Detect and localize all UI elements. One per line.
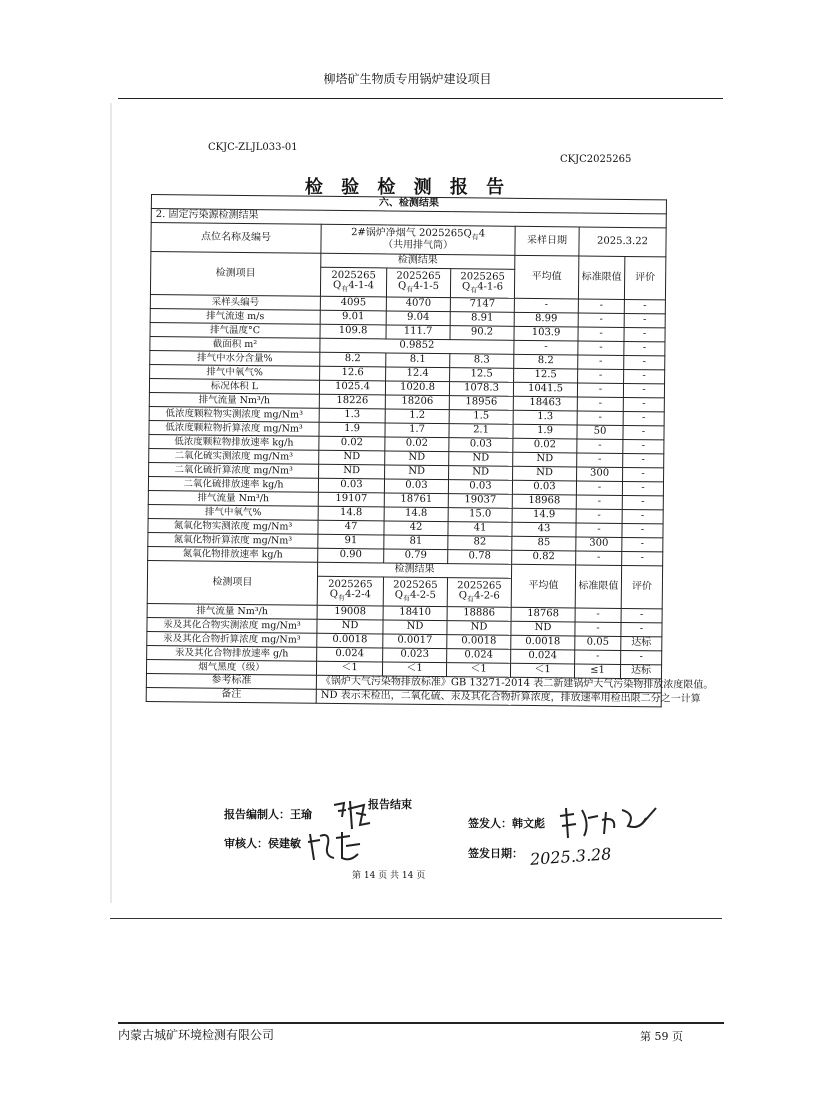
sample-id — [320, 267, 386, 297]
param-name: 汞及其化合物实测浓度 mg/Nm³ — [147, 617, 317, 633]
report-number: CKJC2025265 — [560, 154, 632, 165]
param-name: 排气中氧气% — [150, 364, 320, 380]
sample-id-prefix: 2025265 — [460, 270, 505, 283]
evaluation-value: - — [622, 551, 663, 565]
average-value: 8.2 — [514, 354, 578, 369]
limit-label: 标准限值 — [578, 256, 624, 299]
result-value: 12.4 — [386, 367, 450, 382]
sample-id-tail: 4-1-5 — [413, 280, 440, 293]
sample-id-tail: 4-1-4 — [348, 280, 375, 292]
result-value: 9.04 — [386, 311, 450, 326]
result-value: ND — [319, 450, 385, 465]
result-value: ND — [449, 452, 513, 467]
evaluation-value: - — [622, 537, 663, 551]
reviewer-signature — [306, 828, 366, 868]
result-value: 1025.4 — [319, 380, 385, 395]
evaluation-value: - — [622, 481, 663, 495]
sample-id — [383, 577, 447, 607]
average-value: ND — [511, 621, 575, 636]
result-value: 82 — [448, 536, 512, 551]
sample-id — [447, 578, 511, 608]
result-value: 1.3 — [319, 408, 385, 423]
merged-value: 0.9852 — [320, 338, 514, 354]
result-value: 42 — [384, 521, 448, 536]
issue-date-handwritten: 2025.3.28 — [529, 844, 613, 869]
result-value: 0.023 — [383, 648, 447, 663]
param-name: 氮氧化物实测浓度 mg/Nm³ — [148, 518, 318, 534]
sample-id-sub: 有 — [341, 285, 349, 294]
reviewer-label: 审核人：侯建敏 — [224, 837, 301, 850]
reference-label: 参考标准 — [146, 673, 316, 689]
limit-value: - — [576, 523, 622, 537]
result-value: ND — [317, 619, 383, 634]
footer-company: 内蒙古城矿环境检测有限公司 — [118, 1028, 275, 1042]
result-value: 18410 — [383, 606, 447, 621]
result-value: ND — [449, 466, 513, 481]
result-value: 81 — [384, 535, 448, 550]
evaluation-value: - — [622, 495, 663, 509]
sample-id-q: Q — [394, 589, 404, 601]
evaluation-value: - — [621, 650, 662, 664]
result-value: 7147 — [450, 298, 514, 313]
average-value: 18968 — [512, 494, 576, 509]
param-name: 排气温度°C — [150, 322, 320, 338]
result-value: 18956 — [449, 396, 513, 411]
average-value: 1041.5 — [513, 382, 577, 397]
param-name: 排气中水分含量% — [150, 350, 320, 366]
param-name: 排气流量 Nm³/h — [148, 490, 318, 506]
reference-value: 《锅炉大气污染物排放标准》GB 13271-2014 表二新建锅炉大气污染物排放浓度限值。 — [316, 675, 661, 693]
limit-value: - — [578, 327, 624, 341]
issue-date-label: 签发日期： — [468, 847, 523, 860]
param-name: 截面积 m² — [150, 336, 320, 352]
page-header: 柳塔矿生物质专用锅炉建设项目 — [323, 72, 492, 86]
limit-value: - — [577, 411, 623, 425]
result-value: 19008 — [317, 605, 383, 620]
param-name: 低浓度颗粒物实测浓度 mg/Nm³ — [149, 406, 319, 422]
result-value: 12.5 — [450, 368, 514, 383]
results-label: 检测结果 — [318, 562, 512, 578]
result-value: 1.2 — [385, 409, 449, 424]
point-name-suffix: 4 — [478, 228, 486, 240]
result-value: 12.6 — [320, 366, 386, 381]
result-value: 47 — [318, 520, 384, 535]
result-value: 1020.8 — [385, 381, 449, 396]
evaluation-value: - — [624, 341, 665, 355]
point-name-line1: 2#锅炉净烟气 2025265Q — [351, 226, 472, 239]
test-item-label: 检测项目 — [150, 252, 320, 297]
result-value: 19107 — [318, 492, 384, 507]
test-item-label: 检测项目 — [147, 560, 317, 605]
sample-date-value: 2025.3.22 — [579, 227, 666, 257]
evaluation-value: - — [624, 327, 665, 341]
average-value: 18768 — [511, 607, 575, 622]
average-value: ND — [513, 466, 577, 481]
sample-id-prefix: 2025265 — [457, 579, 502, 592]
report-title: 检 验 检 测 报 告 — [304, 177, 511, 198]
point-name-label: 点位名称及编号 — [151, 223, 321, 254]
point-name-line2: （共用排气筒） — [382, 239, 454, 252]
report-end: 报告结束 — [368, 798, 412, 811]
result-value: ＜1 — [446, 663, 510, 678]
sample-id-prefix: 2025265 — [328, 578, 373, 590]
issuer-label: 签发人：韩文彪 — [468, 817, 545, 830]
average-label: 平均值 — [514, 255, 578, 299]
evaluation-value: - — [622, 523, 663, 537]
result-value: 0.03 — [318, 478, 384, 493]
result-value: 1.7 — [385, 423, 449, 438]
result-value: 111.7 — [386, 325, 450, 340]
limit-value: 50 — [577, 425, 623, 439]
evaluation-value: - — [624, 299, 665, 313]
result-value: 18206 — [385, 395, 449, 410]
result-value: 14.8 — [384, 507, 448, 522]
limit-value: - — [577, 453, 623, 467]
average-value: 14.9 — [512, 508, 576, 523]
average-value: 103.9 — [514, 326, 578, 341]
param-name: 低浓度颗粒物排放速率 kg/h — [149, 434, 319, 450]
result-value: 0.02 — [385, 437, 449, 452]
limit-value: - — [576, 495, 622, 509]
result-value: 109.8 — [320, 324, 386, 339]
limit-value: - — [577, 383, 623, 397]
limit-value: - — [578, 299, 624, 313]
sample-id-sub: 有 — [402, 594, 410, 603]
result-value: 0.03 — [448, 480, 512, 495]
param-name: 二氧化硫折算浓度 mg/Nm³ — [149, 462, 319, 478]
result-value: 0.024 — [317, 647, 383, 662]
limit-value: - — [577, 439, 623, 453]
limit-value: - — [576, 481, 622, 495]
evaluation-value: 达标 — [621, 636, 662, 650]
header-rule — [118, 98, 723, 99]
result-value: 8.2 — [320, 352, 386, 367]
result-value: ＜1 — [382, 662, 446, 677]
issuer-signature — [556, 804, 666, 844]
sample-id-q: Q — [461, 281, 471, 293]
sample-id-q: Q — [332, 279, 342, 292]
result-value: 0.0017 — [383, 634, 447, 649]
average-value: ND — [513, 452, 577, 467]
page-count: 第 14 页 共 14 页 — [352, 871, 426, 881]
sample-id-sub: 有 — [337, 594, 345, 603]
average-value: ＜1 — [510, 663, 574, 678]
average-value: 18463 — [513, 396, 577, 411]
result-value: 8.91 — [450, 312, 514, 327]
limit-value: ≤1 — [574, 664, 620, 678]
average-value: 85 — [512, 536, 576, 551]
evaluation-value: - — [621, 622, 662, 636]
result-value: 18226 — [319, 394, 385, 409]
result-value: ND — [447, 621, 511, 636]
result-value: 0.0018 — [317, 633, 383, 648]
limit-value: - — [575, 622, 621, 636]
limit-value: - — [575, 650, 621, 664]
result-value: 0.02 — [319, 436, 385, 451]
limit-value: - — [577, 397, 623, 411]
param-name: 二氧化硫实测浓度 mg/Nm³ — [149, 448, 319, 464]
result-value: 15.0 — [448, 508, 512, 523]
point-name-sub: 有 — [471, 232, 479, 242]
evaluation-value: - — [624, 369, 665, 383]
limit-value: - — [578, 369, 624, 383]
param-name: 标况体积 L — [149, 378, 319, 394]
result-value: 0.90 — [318, 548, 384, 563]
evaluation-value: - — [624, 355, 665, 369]
remarks-value: ND 表示未检出，二氧化硫、汞及其化合物折算浓度，排放速率用检出限二分之一计算 — [316, 689, 661, 707]
evaluation-value: - — [623, 453, 664, 467]
result-value: 4095 — [320, 296, 386, 311]
limit-value: - — [576, 551, 622, 565]
evaluation-value: - — [623, 467, 664, 481]
average-value: 0.0018 — [511, 635, 575, 650]
footer-page-number: 第 59 页 — [640, 1030, 683, 1043]
limit-value: 0.05 — [575, 636, 621, 650]
result-value: ND — [319, 464, 385, 479]
evaluation-value: - — [621, 608, 662, 622]
sample-id-prefix: 2025265 — [396, 270, 441, 282]
param-name: 排气流速 m/s — [150, 308, 320, 324]
result-value: 0.79 — [384, 549, 448, 564]
result-value: 0.0018 — [447, 635, 511, 650]
result-value: 0.03 — [449, 438, 513, 453]
average-value: 0.024 — [511, 649, 575, 664]
average-value: - — [514, 340, 578, 355]
result-value: 18761 — [384, 493, 448, 508]
sample-id-prefix: 2025265 — [393, 579, 438, 591]
param-name: 氮氧化物排放速率 kg/h — [148, 546, 318, 562]
footer-rule — [118, 1022, 724, 1024]
evaluation-value: - — [623, 383, 664, 397]
sample-id-sub: 有 — [406, 285, 414, 294]
sample-id-q: Q — [397, 280, 407, 292]
result-value: 0.03 — [384, 479, 448, 494]
limit-value: - — [576, 509, 622, 523]
average-value: 12.5 — [514, 368, 578, 383]
average-value: 8.99 — [514, 312, 578, 327]
param-name: 烟气黑度（级） — [146, 659, 316, 675]
average-value: 1.9 — [513, 424, 577, 439]
param-name: 二氧化硫排放速率 kg/h — [148, 476, 318, 492]
average-value: 0.03 — [512, 480, 576, 495]
evaluation-value: - — [624, 313, 665, 327]
result-value: 8.1 — [386, 353, 450, 368]
editor-label: 报告编制人：王瑜 — [224, 808, 312, 821]
result-value: 91 — [318, 534, 384, 549]
results-table — [146, 194, 714, 707]
limit-value: 300 — [576, 537, 622, 551]
evaluation-value: - — [623, 439, 664, 453]
result-value: ND — [385, 465, 449, 480]
average-label: 平均值 — [511, 564, 575, 608]
sample-date-label: 采样日期 — [515, 226, 579, 256]
sample-id-tail: 4-2-5 — [409, 589, 436, 602]
param-name: 排气流量 Nm³/h — [149, 392, 319, 408]
param-name: 氮氧化物折算浓度 mg/Nm³ — [148, 532, 318, 548]
limit-value: - — [575, 608, 621, 622]
result-value: 18886 — [447, 607, 511, 622]
result-value: 41 — [448, 522, 512, 537]
average-value: 43 — [512, 522, 576, 537]
sample-id-tail: 4-2-4 — [344, 589, 371, 601]
result-value: ＜1 — [316, 661, 382, 676]
evaluation-value: - — [623, 411, 664, 425]
sample-id-sub: 有 — [470, 286, 478, 295]
results-label: 检测结果 — [321, 253, 515, 269]
result-value: 0.78 — [448, 550, 512, 565]
evaluation-value: - — [623, 425, 664, 439]
sample-id-tail: 4-1-6 — [477, 281, 504, 293]
sample-id-prefix: 2025265 — [331, 269, 376, 281]
average-value: 0.02 — [513, 438, 577, 453]
sample-id-tail: 4-2-6 — [473, 590, 500, 602]
sample-id-q: Q — [458, 590, 468, 602]
scan-shadow — [110, 103, 112, 903]
sample-id — [450, 269, 514, 299]
result-value: 1.9 — [319, 422, 385, 437]
param-name: 低浓度颗粒物折算浓度 mg/Nm³ — [149, 420, 319, 436]
sample-id — [317, 576, 383, 606]
result-value: 14.8 — [318, 506, 384, 521]
limit-value: 300 — [577, 467, 623, 481]
param-name: 采样头编号 — [150, 294, 320, 310]
limit-value: - — [578, 355, 624, 369]
param-name: 汞及其化合物折算浓度 mg/Nm³ — [147, 631, 317, 647]
section-title: 六、检测结果 — [151, 195, 666, 214]
result-value: 90.2 — [450, 326, 514, 341]
param-name: 汞及其化合物排放速率 g/h — [147, 645, 317, 661]
evaluation-label: 评价 — [621, 565, 662, 608]
subsection-title: 2. 固定污染源检测结果 — [151, 209, 666, 228]
limit-label: 标准限值 — [575, 565, 621, 608]
average-value: - — [514, 298, 578, 313]
limit-value: - — [578, 341, 624, 355]
average-value: 1.3 — [513, 410, 577, 425]
result-value: 1.5 — [449, 410, 513, 425]
result-value: 8.3 — [450, 354, 514, 369]
evaluation-value: 达标 — [620, 664, 661, 678]
result-value: 1078.3 — [449, 382, 513, 397]
result-value: 19037 — [448, 494, 512, 509]
form-code: CKJC-ZLJL033-01 — [208, 142, 298, 153]
sample-id-q: Q — [329, 588, 339, 601]
result-value: 9.01 — [320, 310, 386, 325]
param-name: 排气中氧气% — [148, 504, 318, 520]
remarks-label: 备注 — [146, 687, 316, 703]
limit-value: - — [578, 313, 624, 327]
sample-id-sub: 有 — [466, 595, 474, 604]
param-name: 排气流量 Nm³/h — [147, 603, 317, 619]
evaluation-value: - — [623, 397, 664, 411]
evaluation-label: 评价 — [624, 256, 665, 299]
sample-id — [386, 268, 450, 298]
result-value: 2.1 — [449, 424, 513, 439]
result-value: 4070 — [386, 297, 450, 312]
result-value: ND — [383, 620, 447, 635]
point-name-value — [321, 224, 515, 255]
average-value: 0.82 — [512, 550, 576, 565]
evaluation-value: - — [622, 509, 663, 523]
result-value: 0.024 — [447, 649, 511, 664]
result-value: ND — [385, 451, 449, 466]
bottom-rule — [110, 918, 722, 919]
